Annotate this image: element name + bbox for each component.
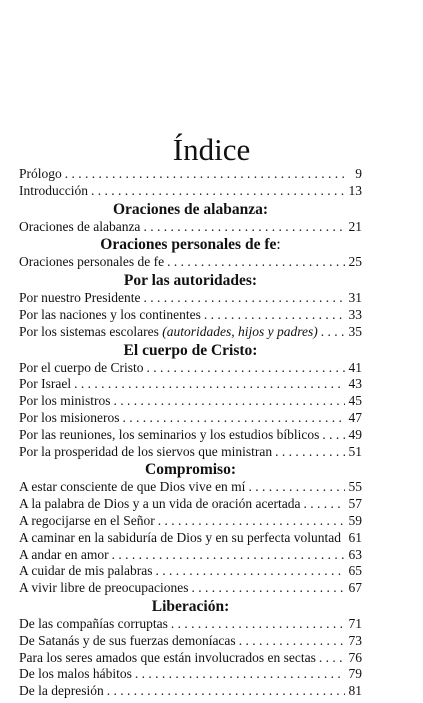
toc-entry-text: Por los sistemas escolares: [19, 323, 159, 339]
dot-leader: [319, 650, 345, 667]
dot-leader: [135, 666, 345, 683]
toc-page-number: 71: [348, 615, 362, 631]
toc-entry-text: Por las reuniones, los seminarios y los estudios bíblicos: [19, 426, 320, 442]
toc-entry[interactable]: [19, 376, 362, 393]
toc-entry-label: [19, 393, 111, 410]
toc-page-number: 21: [348, 218, 362, 234]
dot-leader: [239, 633, 345, 650]
dot-leader: [155, 563, 345, 580]
dot-leader: [112, 547, 345, 564]
toc-entry-label: [19, 563, 152, 580]
toc-entry[interactable]: [19, 360, 362, 377]
dot-leader: [143, 219, 345, 236]
section-heading: [19, 597, 362, 616]
toc-entry-text: Prólogo: [19, 166, 62, 181]
toc-page-number: 49: [348, 426, 362, 442]
toc-page-number: 43: [348, 376, 362, 392]
section-heading-label: El cuerpo de Cristo:: [123, 341, 258, 359]
toc-entry-text: A andar en amor: [19, 546, 109, 562]
dot-leader: [91, 183, 345, 200]
toc-entry-text: De Satanás y de sus fuerzas demoníacas: [19, 632, 236, 648]
dot-leader: [158, 513, 345, 530]
page-title: Índice: [172, 131, 251, 167]
toc-entry-text: Por el cuerpo de Cristo: [19, 359, 144, 375]
toc-page-number: 65: [348, 563, 362, 579]
toc-entry[interactable]: [19, 496, 362, 513]
toc-entry-label: [19, 307, 201, 324]
toc-entry-italic-note: (autoridades, hijos y padres): [162, 323, 318, 339]
toc-entry-label: [19, 479, 245, 496]
toc-entry-text: De los malos hábitos: [19, 666, 132, 682]
toc-entry-label: [19, 219, 140, 236]
toc-entry-text: Por los ministros: [19, 393, 111, 409]
toc-entry-label: [19, 254, 164, 271]
table-of-contents: [19, 166, 362, 700]
toc-page-number: 55: [348, 479, 362, 495]
toc-entry-label: [19, 616, 168, 633]
toc-entry[interactable]: [19, 666, 362, 683]
section-heading-label: Por las autoridades:: [123, 272, 258, 290]
section-heading-label: Oraciones personales de fe: [100, 236, 277, 254]
toc-page-number: 67: [348, 580, 362, 596]
toc-entry-label: [19, 496, 301, 513]
toc-page-number: 81: [348, 683, 362, 699]
toc-entry-text: Para los seres amados que están involucrados en sectas: [19, 649, 316, 665]
toc-entry-label: [19, 530, 341, 547]
toc-page-number: 35: [348, 323, 362, 339]
toc-page-number: 79: [348, 666, 362, 682]
dot-leader: [167, 254, 345, 271]
toc-entry[interactable]: [19, 393, 362, 410]
dot-leader: [74, 376, 345, 393]
toc-page-number: 76: [348, 649, 362, 665]
dot-leader: [322, 427, 345, 444]
toc-entry-label: [19, 410, 120, 427]
dot-leader: [146, 360, 345, 377]
toc-entry[interactable]: [19, 219, 362, 236]
toc-entry-label: [19, 633, 236, 650]
toc-entry[interactable]: [19, 254, 362, 271]
toc-page-number: 57: [348, 496, 362, 512]
dot-leader: [191, 580, 345, 597]
toc-entry[interactable]: [19, 410, 362, 427]
toc-page-number: 31: [348, 290, 362, 306]
toc-entry-text: De las compañías corruptas: [19, 615, 168, 631]
toc-entry[interactable]: [19, 563, 362, 580]
toc-page-number: 9: [355, 166, 362, 181]
toc-entry-label: [19, 650, 316, 667]
section-heading: [19, 341, 362, 360]
toc-entry-label: [19, 427, 319, 444]
toc-entry[interactable]: [19, 547, 362, 564]
toc-entry-label: [19, 513, 155, 530]
toc-entry-text: A cuidar de mis palabras: [19, 563, 153, 579]
toc-page-number: 45: [348, 393, 362, 409]
dot-leader: [143, 290, 345, 307]
toc-entry-text: A caminar en la sabiduría de Dios y en su perfecta voluntad: [19, 529, 342, 545]
toc-entry[interactable]: [19, 530, 362, 547]
toc-entry-label: [19, 166, 62, 183]
toc-entry[interactable]: [19, 307, 362, 324]
toc-page-number: 59: [348, 512, 362, 528]
toc-entry-text: Por los misioneros: [19, 409, 120, 425]
toc-entry-label: [19, 360, 143, 377]
toc-entry-text: De la depresión: [19, 683, 104, 699]
toc-entry-label: [19, 683, 104, 700]
dot-leader: [114, 393, 345, 410]
dot-leader: [107, 683, 345, 700]
toc-entry-label: [19, 376, 71, 393]
dot-leader: [171, 616, 345, 633]
toc-entry-label: [19, 183, 88, 200]
toc-entry[interactable]: [19, 427, 362, 444]
toc-page-number: 61: [348, 529, 362, 545]
toc-entry[interactable]: [19, 513, 362, 530]
section-heading: [19, 271, 362, 290]
toc-entry[interactable]: [19, 633, 362, 650]
toc-page-number: 73: [348, 632, 362, 648]
toc-entry-label: [19, 547, 109, 564]
toc-entry-text: A vivir libre de preocupaciones: [19, 580, 189, 596]
toc-entry-text: Introducción: [19, 182, 88, 198]
dot-leader: [321, 324, 345, 341]
toc-page-number: 51: [348, 443, 362, 459]
toc-entry-label: [19, 666, 132, 683]
toc-entry-label: [19, 324, 318, 341]
toc-entry[interactable]: [19, 650, 362, 667]
toc-entry[interactable]: [19, 580, 362, 597]
section-heading: [19, 200, 362, 219]
toc-page-number: 33: [348, 306, 362, 322]
section-heading-label: Liberación:: [151, 597, 230, 615]
toc-entry-text: A la palabra de Dios y a un vida de oración acertada: [19, 496, 301, 512]
toc-page-number: 47: [348, 409, 362, 425]
dot-leader: [344, 530, 345, 547]
section-heading-label: Compromiso:: [145, 461, 236, 479]
toc-entry[interactable]: [19, 683, 362, 700]
toc-entry-text: Por Israel: [19, 376, 72, 392]
toc-entry-text: Por la prosperidad de los siervos que ministran: [19, 443, 273, 459]
toc-entry-text: A regocijarse en el Señor: [19, 512, 155, 528]
section-heading: [19, 235, 362, 254]
toc-entry-label: [19, 444, 272, 461]
toc-entry-text: Por nuestro Presidente: [19, 290, 141, 306]
toc-entry[interactable]: [19, 183, 362, 200]
dot-leader: [275, 444, 345, 461]
toc-entry-label: [19, 580, 188, 597]
toc-page-number: 63: [348, 546, 362, 562]
toc-entry-text: A estar consciente de que Dios vive en mí: [19, 479, 246, 495]
toc-entry[interactable]: [19, 166, 362, 183]
dot-leader: [204, 307, 345, 324]
toc-page-number: 41: [348, 359, 362, 375]
toc-entry[interactable]: [19, 444, 362, 461]
dot-leader: [248, 479, 345, 496]
toc-entry[interactable]: [19, 616, 362, 633]
dot-leader: [123, 410, 345, 427]
toc-entry[interactable]: [19, 324, 362, 341]
toc-page-number: 25: [348, 254, 362, 270]
toc-page-number: 13: [348, 182, 362, 198]
toc-entry-label: [19, 290, 140, 307]
section-heading-suffix: :: [276, 236, 281, 254]
toc-entry-text: Por las naciones y los continentes: [19, 306, 201, 322]
toc-entry-text: Oraciones personales de fe: [19, 254, 165, 270]
dot-leader: [304, 496, 345, 513]
toc-entry[interactable]: [19, 290, 362, 307]
toc-entry-text: Oraciones de alabanza: [19, 218, 141, 234]
section-heading-label: Oraciones de alabanza:: [113, 200, 268, 218]
section-heading: [19, 460, 362, 479]
toc-entry[interactable]: [19, 479, 362, 496]
dot-leader: [65, 166, 345, 183]
